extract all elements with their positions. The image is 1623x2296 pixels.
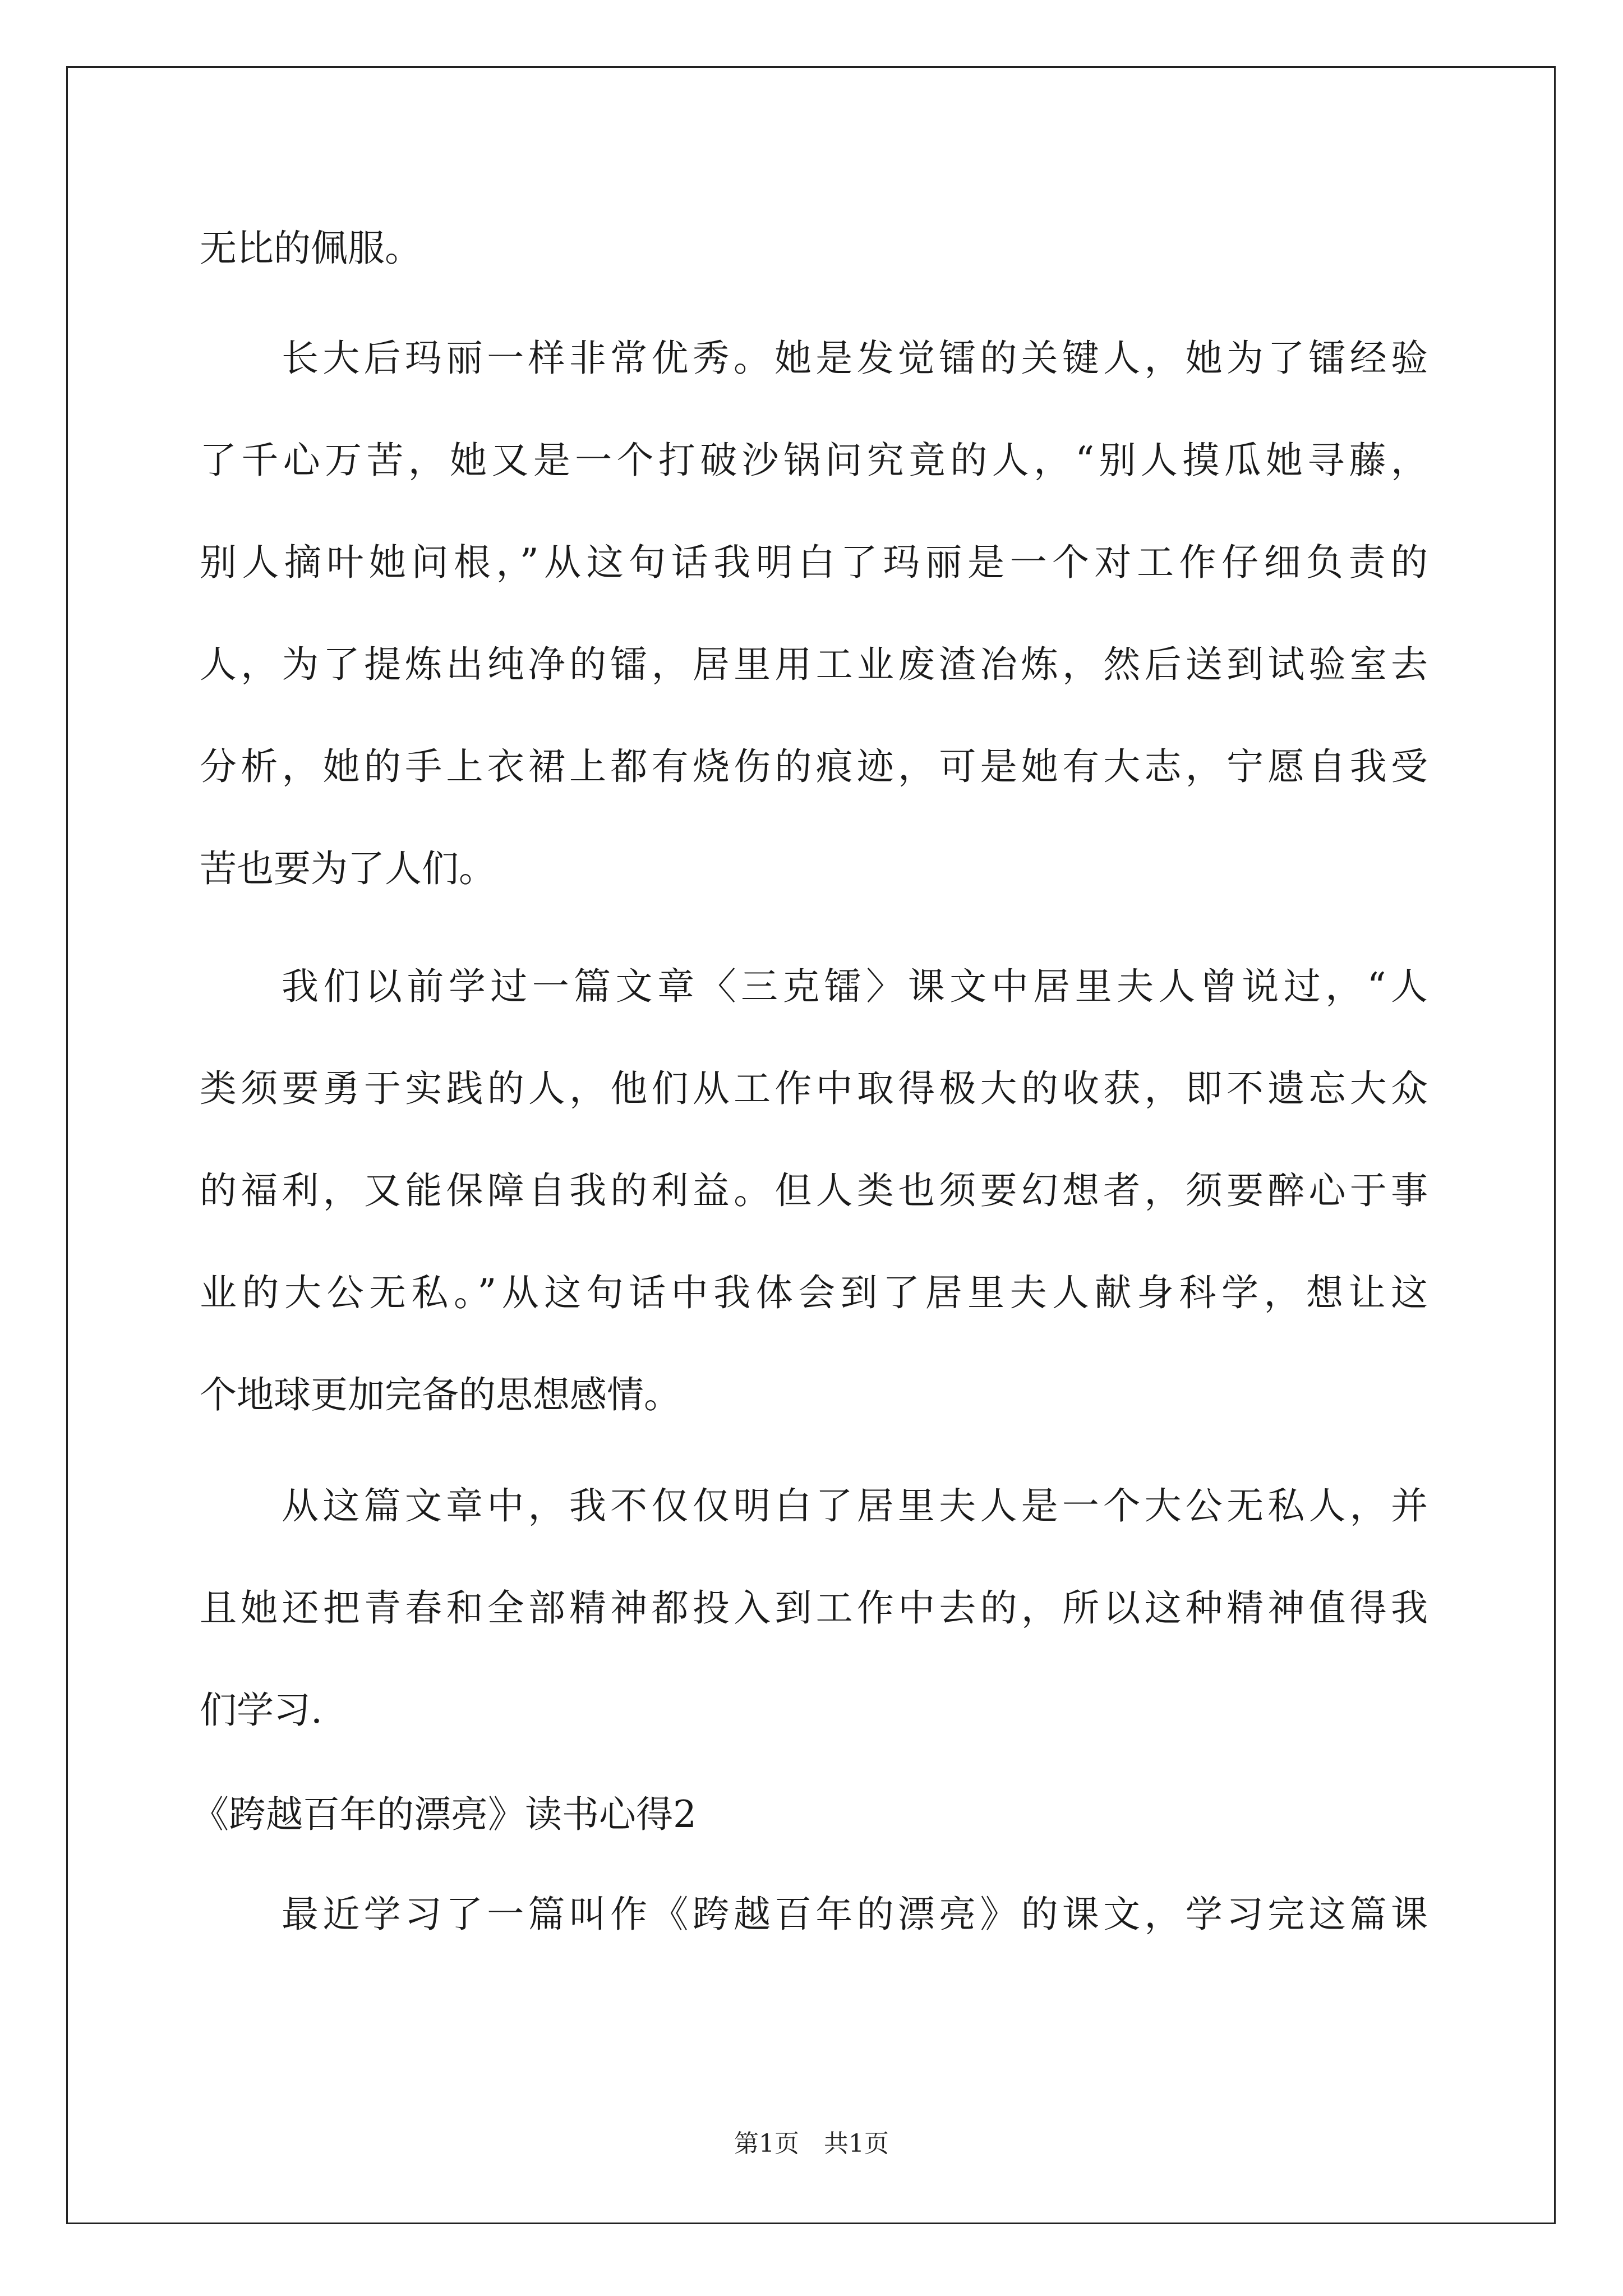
text-line: 分析，她的手上衣裙上都有烧伤的痕迹，可是她有大志，宁愿自我受 [200, 745, 1428, 788]
text-line: 长大后玛丽一样非常优秀。她是发觉镭的关键人，她为了镭经验 [282, 337, 1428, 380]
text-line: 无比的佩服。 [200, 227, 422, 270]
text-line: 业的大公无私。”从这句话中我体会到了居里夫人献身科学，想让这 [200, 1271, 1428, 1314]
text-line: 个地球更加完备的思想感情。 [200, 1373, 681, 1416]
text-line: 了千心万苦，她又是一个打破沙锅问究竟的人，“别人摸瓜她寻藤， [200, 439, 1428, 482]
text-line: 苦也要为了人们。 [200, 847, 496, 890]
text-line: 别人摘叶她问根，”从这句话我明白了玛丽是一个对工作仔细负责的 [200, 541, 1428, 584]
page-number-footer: 第1页 共1页 [734, 2129, 889, 2158]
text-line: 从这篇文章中，我不仅仅明白了居里夫人是一个大公无私人，并 [282, 1484, 1428, 1527]
text-line: 类须要勇于实践的人，他们从工作中取得极大的收获，即不遗忘大众 [200, 1067, 1428, 1110]
text-line: 我们以前学过一篇文章〈三克镭〉课文中居里夫人曾说过，“人 [282, 965, 1428, 1008]
text-line: 的福利，又能保障自我的利益。但人类也须要幻想者，须要醉心于事 [200, 1169, 1428, 1212]
text-line: 人，为了提炼出纯净的镭，居里用工业废渣冶炼，然后送到试验室去 [200, 643, 1428, 686]
text-line: 们学习. [200, 1688, 322, 1732]
text-line: 且她还把青春和全部精神都投入到工作中去的，所以这种精神值得我 [200, 1586, 1428, 1630]
text-line: 最近学习了一篇叫作《跨越百年的漂亮》的课文，学习完这篇课 [282, 1893, 1428, 1936]
section-heading: 《跨越百年的漂亮》读书心得2 [192, 1793, 697, 1836]
